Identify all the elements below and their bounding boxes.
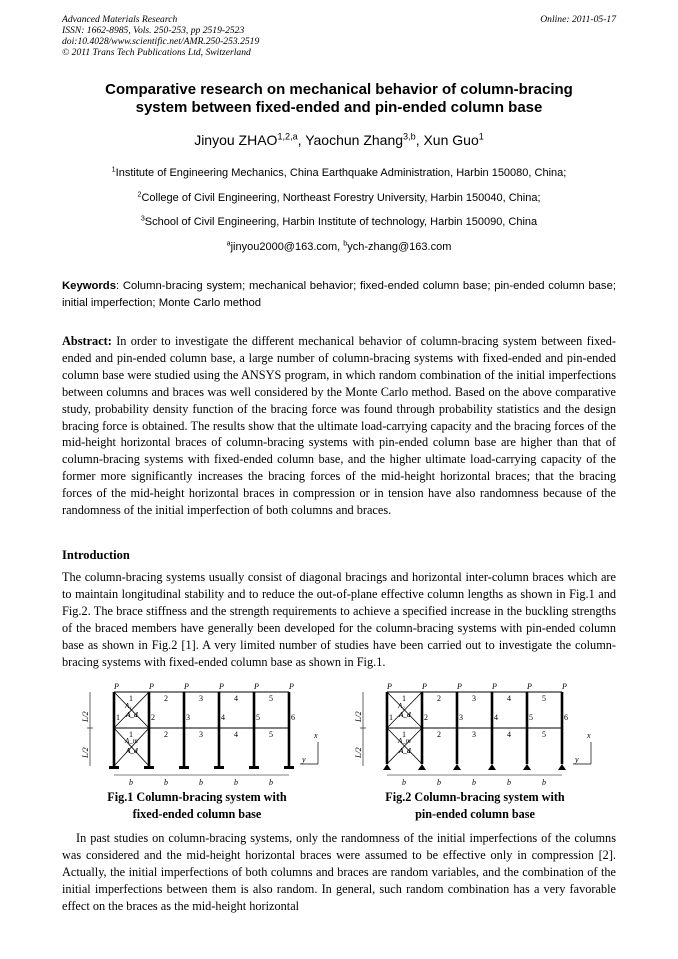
author-2: Yaochun Zhang [305,132,404,148]
axis-y-label: y [575,755,579,764]
mid-member-number: 1 [129,730,133,739]
journal-header [62,14,616,58]
area-label-ad: A_d [126,711,138,719]
bay-width-label: b [437,778,441,787]
column-number: 2 [424,713,428,722]
bay-width-label: b [199,778,203,787]
mid-member-number: 2 [437,730,441,739]
load-label: P [219,682,224,691]
caption-line: Fig.2 Column-bracing system with [385,790,565,804]
load-label: P [422,682,427,691]
bay-width-label: b [402,778,406,787]
figure-2-caption [340,789,610,823]
author-3-sup: 1 [478,131,484,142]
top-member-number: 5 [542,694,546,703]
doi-line: doi:10.4028/www.scientific.net/AMR.250-253.2519 [62,36,260,47]
intro-paragraph-1: The column-bracing systems usually consist of diagonal bracings and horizontal inter-column braces which are to maintain longitudinal stability and to reduce the out-of-plane effective column lengths as shown in Fig.1 and Fig.2. The brace stiffness and the strength requirements to achieve a specified increase in the buckling strengths of the braced members have generally been developed for the column-bracing systems with pin-ended column base as shown in Fig.2 [1]. A very limited number of studies have been carried out to investigate the column-bracing systems with fixed-ended column base as shown in Fig.1. [62,570,616,669]
figure-2-diagram [353,680,608,788]
area-label-ad: A_d [126,747,138,755]
affiliation-2 [62,192,616,204]
height-label: L/2 [81,747,90,758]
load-label: P [527,682,532,691]
load-label: P [387,682,392,691]
mid-member-number: 2 [164,730,168,739]
author-1: Jinyou ZHAO [194,132,278,148]
paper-title [62,81,616,117]
column-number: 3 [186,713,190,722]
area-label-am: A_m [125,737,138,745]
issn-line: ISSN: 1662-8985, Vols. 250-253, pp 2519-2523 [62,25,245,36]
affiliation-text: College of Civil Engineering, Northeast Forestry University, Harbin 150040, China; [141,192,541,204]
axis-x-label: x [314,731,318,740]
mid-member-number: 4 [234,730,238,739]
figure-1-diagram [80,680,330,788]
area-label-ad: A_d [399,747,411,755]
copyright-line: © 2011 Trans Tech Publications Ltd, Switzerland [62,47,251,58]
mid-member-number: 5 [269,730,273,739]
column-number: 3 [459,713,463,722]
bay-width-label: b [164,778,168,787]
email-line [62,241,616,253]
affiliation-sup: 2 [137,190,142,199]
caption-line: fixed-ended column base [132,807,262,821]
author-list [62,132,616,148]
affiliation-1 [62,167,616,179]
bay-width-label: b [472,778,476,787]
top-member-number: 1 [129,694,133,703]
area-label-am: A_m [398,737,411,745]
caption-line: Fig.1 Column-bracing system with [107,790,287,804]
bay-width-label: b [269,778,273,787]
load-label: P [254,682,259,691]
column-number: 6 [291,713,295,722]
column-number: 1 [116,713,120,722]
affiliation-3 [62,216,616,228]
bay-width-label: b [129,778,133,787]
author-1-sup: 1,2,a [277,131,298,142]
author-3: Xun Guo [423,132,479,148]
affiliation-sup: 1 [111,165,116,174]
affiliation-sup: 3 [140,214,145,223]
email-sup: b [343,239,348,248]
abstract-text: In order to investigate the different mechanical behavior of column-bracing system between fixed-ended and pin-ended column base, a large number of column-bracing systems with fixed-ended and pin-ended column base were studied using the ANSYS program, in which random combination of the initial imperfections between columns and braces was well considered by the Monte Carlo method. Based on the above comparative study, probability density function of the bracing force was found through probability statistics and the design bracing force is obtained. The results show that the ultimate load-carrying capacity and the bracing forces of the mid-height horizontal braces of column-bracing systems with pin-ended column base are higher than that of column-bracing systems with fixed-ended column base, and the higher ultimate load-carrying capacity of the former more significantly increases the bracing forces of the mid-height horizontal braces; that the bracing forces of the mid-height horizontal braces in compression or in tension have also randomness because of the randomness of the initial imperfection of both columns and braces. [62,334,616,518]
caption-line: pin-ended column base [415,807,535,821]
axis-y-label: y [302,755,306,764]
column-number: 2 [151,713,155,722]
height-label: L/2 [81,711,90,722]
area-label-a1: A₁ [125,702,132,710]
author-separator: , [415,132,424,148]
load-label: P [184,682,189,691]
keywords [62,278,616,312]
height-label: L/2 [354,711,363,722]
column-number: 5 [256,713,260,722]
affiliation-text: School of Civil Engineering, Harbin Institute of technology, Harbin 150090, China [144,216,538,228]
title-line-2: system between fixed-ended and pin-ended column base [135,99,543,116]
email-b: ych-zhang@163.com [347,241,452,253]
load-label: P [114,682,119,691]
column-number: 6 [564,713,568,722]
intro-paragraph-2: In past studies on column-bracing systems, only the randomness of the initial imperfections of the columns was considered and the mid-height horizontal braces were assumed to be effective only in compression [2]. Actually, the initial imperfections of both columns and braces are random variables, and the combination of the initial imperfections between them is also random. In general, such random combination has a very favorable effect on the braces as the mid-height horizontal [62,831,616,913]
abstract-label: Abstract: [62,334,112,348]
load-label: P [562,682,567,691]
abstract [62,333,616,519]
column-number: 4 [494,713,498,722]
column-number: 1 [389,713,393,722]
bay-width-label: b [542,778,546,787]
bay-width-label: b [507,778,511,787]
figure-1-caption [62,789,332,823]
load-label: P [149,682,154,691]
top-member-number: 3 [199,694,203,703]
top-member-number: 2 [437,694,441,703]
title-line-1: Comparative research on mechanical behavior of column-bracing [105,81,573,98]
email-sup: a [226,239,231,248]
load-label: P [289,682,294,691]
keywords-label: Keywords [62,280,116,292]
area-label-ad: A_d [399,711,411,719]
mid-member-number: 4 [507,730,511,739]
affiliation-text: Institute of Engineering Mechanics, China Earthquake Administration, Harbin 150080, China; [115,167,567,179]
area-label-a2: A₂ [398,702,405,710]
email-a: jinyou2000@163.com, [230,241,344,253]
top-member-number: 4 [234,694,238,703]
top-member-number: 5 [269,694,273,703]
axis-x-label: x [587,731,591,740]
height-label: L/2 [354,747,363,758]
bay-width-label: b [234,778,238,787]
top-member-number: 1 [402,694,406,703]
mid-member-number: 3 [472,730,476,739]
author-separator: , [297,132,306,148]
load-label: P [492,682,497,691]
top-member-number: 4 [507,694,511,703]
section-heading-introduction: Introduction [62,548,130,562]
column-number: 4 [221,713,225,722]
mid-member-number: 1 [402,730,406,739]
top-member-number: 2 [164,694,168,703]
mid-member-number: 5 [542,730,546,739]
column-number: 5 [529,713,533,722]
top-member-number: 3 [472,694,476,703]
author-2-sup: 3,b [403,131,416,142]
load-label: P [457,682,462,691]
journal-name: Advanced Materials Research [62,14,178,25]
online-date: Online: 2011-05-17 [540,14,616,25]
mid-member-number: 3 [199,730,203,739]
keywords-text: : Column-bracing system; mechanical behavior; fixed-ended column base; pin-ended column base; initial imperfection; Monte Carlo method [62,280,616,309]
